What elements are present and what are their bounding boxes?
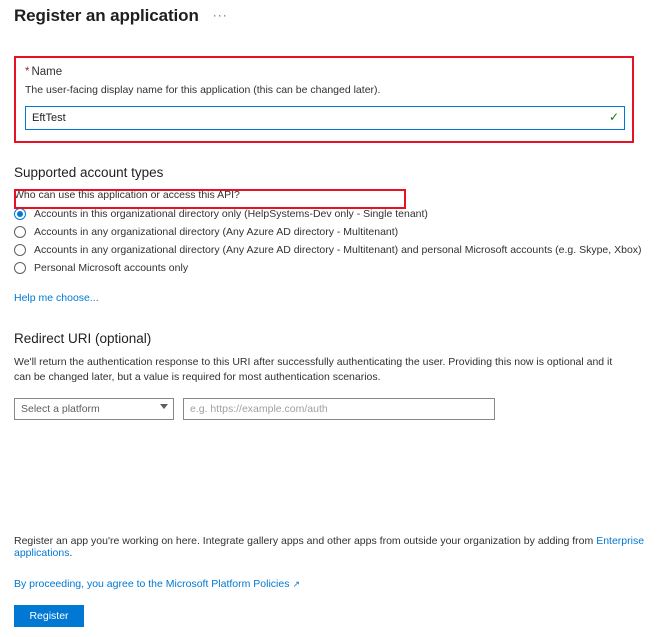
redirect-uri-row bbox=[14, 398, 646, 420]
name-input[interactable] bbox=[25, 106, 625, 130]
account-types-title: Supported account types bbox=[14, 165, 164, 181]
name-label-text: Name bbox=[31, 66, 63, 78]
name-input-wrapper bbox=[25, 106, 625, 130]
more-actions-icon[interactable]: ··· bbox=[212, 8, 228, 22]
required-marker: * bbox=[25, 66, 30, 78]
redirect-uri-input[interactable] bbox=[183, 398, 495, 420]
platform-select[interactable]: Select a platform bbox=[14, 398, 174, 420]
platform-select-wrapper[interactable] bbox=[14, 398, 174, 420]
radio-icon[interactable] bbox=[14, 244, 26, 256]
name-label bbox=[25, 66, 623, 78]
footer-note-text: Register an app you're working on here. Integrate gallery apps and other apps from outside your organization by adding from bbox=[14, 535, 597, 547]
policy-line bbox=[14, 578, 300, 590]
redirect-uri-description: We'll return the authentication response to this URI after successfully authenticating the user. Providing this now is optional and it can be changed later, but a value is required for most authentication scenarios. bbox=[14, 356, 613, 384]
radio-option-multitenant-personal[interactable] bbox=[14, 243, 646, 257]
name-description: The user-facing display name for this application (this can be changed later). bbox=[25, 84, 381, 96]
radio-option-single-tenant[interactable] bbox=[14, 207, 646, 221]
radio-option-multitenant[interactable] bbox=[14, 225, 646, 239]
valid-check-icon: ✓ bbox=[608, 110, 619, 125]
radio-option-personal-only[interactable] bbox=[14, 261, 646, 275]
policy-text: By proceeding, you agree to the bbox=[14, 578, 166, 590]
radio-icon[interactable] bbox=[14, 208, 26, 220]
name-field-group bbox=[14, 56, 634, 143]
page-title: Register an application bbox=[14, 6, 199, 25]
footer-note bbox=[14, 535, 646, 559]
radio-icon[interactable] bbox=[14, 226, 26, 238]
radio-label: Accounts in any organizational directory (Any Azure AD directory - Multitenant) bbox=[34, 226, 399, 239]
radio-label: Personal Microsoft accounts only bbox=[34, 262, 189, 275]
radio-label: Accounts in any organizational directory (Any Azure AD directory - Multitenant) and personal Microsoft accounts (e.g. Skype, Xbox) bbox=[34, 244, 642, 257]
enterprise-applications-link[interactable]: Enterprise applications bbox=[14, 535, 645, 559]
account-types-subtitle: Who can use this application or access this API? bbox=[14, 189, 240, 202]
register-button[interactable]: Register bbox=[14, 605, 84, 627]
radio-label: Accounts in this organizational directory only (HelpSystems-Dev only - Single tenant) bbox=[34, 208, 428, 221]
redirect-uri-title: Redirect URI (optional) bbox=[14, 331, 152, 347]
external-link-icon: ↗ bbox=[292, 579, 301, 589]
microsoft-platform-policies-link[interactable]: Microsoft Platform Policies bbox=[165, 578, 290, 590]
help-me-choose-link[interactable]: Help me choose... bbox=[14, 292, 99, 305]
page-header bbox=[14, 0, 646, 30]
chevron-down-icon bbox=[160, 404, 168, 409]
radio-icon[interactable] bbox=[14, 262, 26, 274]
footer-note-period: . bbox=[69, 547, 73, 559]
account-types-radio-group bbox=[14, 207, 646, 275]
